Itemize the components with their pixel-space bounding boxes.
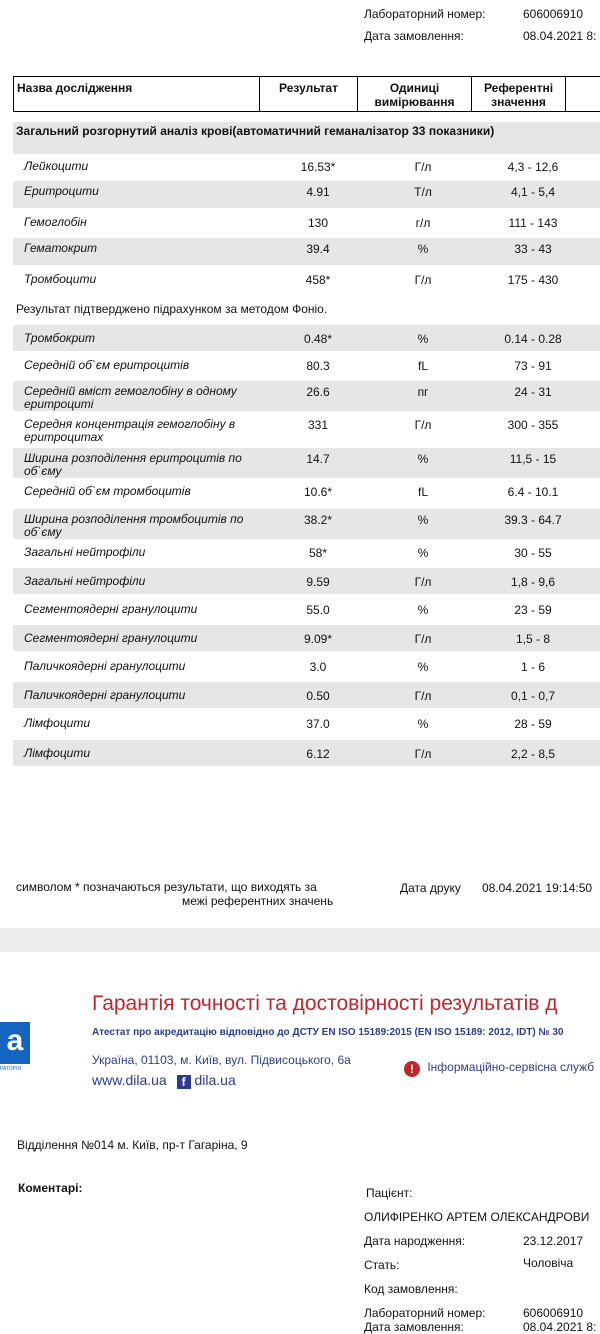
cell-unit: Г/л: [414, 689, 432, 703]
cell-unit: Г/л: [414, 575, 432, 589]
print-date-value: 08.04.2021 19:14:50: [482, 881, 593, 895]
table-row: [13, 181, 600, 208]
order-date-label: Дата замовлення:: [364, 29, 464, 43]
cell-reference: 30 - 55: [514, 546, 552, 560]
col-name-header: Назва дослідження: [14, 77, 260, 111]
footnote-line1: символом * позначаються результати, що виходять за: [16, 880, 317, 894]
cell-result: 26.6: [306, 385, 330, 399]
cell-unit: fL: [417, 359, 428, 373]
table-row: [13, 682, 600, 708]
col-ref-header: Референтні значення: [472, 77, 566, 111]
cell-name: Еритроцити: [24, 184, 99, 198]
col-result-header: Результат: [260, 77, 358, 111]
birth-label: Дата народження:: [364, 1234, 466, 1248]
cell-result: 14.7: [306, 452, 330, 466]
cell-unit: Г/л: [414, 160, 432, 174]
facebook-icon: f: [177, 1075, 191, 1089]
cell-result: 6.12: [306, 747, 330, 761]
cell-name: Ширина розподілення еритроцитів по об`єму: [24, 451, 242, 478]
cell-reference: 0.14 - 0.28: [504, 332, 562, 346]
info-icon: !: [404, 1061, 420, 1077]
cell-name: Сегментоядерні гранулоцити: [24, 631, 198, 645]
cell-result: 38.2*: [303, 513, 333, 527]
cell-result: 4.91: [306, 185, 330, 199]
cell-name: Тромбоцити: [24, 272, 97, 286]
cell-unit: %: [417, 513, 429, 527]
sex-label: Стать:: [364, 1258, 400, 1272]
cell-reference: 6.4 - 10.1: [507, 485, 559, 499]
cell-name: Сегментоядерні гранулоцити: [24, 602, 198, 616]
cell-name: Лімфоцити: [24, 716, 91, 730]
cell-unit: Г/л: [414, 632, 432, 646]
fonio-note: Результат підтверджено підрахунком за методом Фоніо.: [16, 302, 328, 316]
order-code-label: Код замовлення:: [364, 1282, 458, 1296]
cell-result: 458*: [305, 273, 331, 287]
cell-name: Паличкоядерні гранулоцити: [24, 688, 186, 702]
table-row: [13, 480, 600, 502]
col-units-header: Одиниці вимірювання: [358, 77, 472, 111]
info-service-text: Інформаційно-сервісна служб: [427, 1060, 595, 1074]
cell-result: 0.48*: [303, 332, 333, 346]
dila-logo-caption: РАТОРІЯ: [0, 1066, 21, 1072]
print-date-label: Дата друку: [400, 881, 461, 895]
table-row: [13, 654, 600, 678]
patient-order-date-label: Дата замовлення:: [364, 1320, 464, 1334]
table-row: [13, 597, 600, 621]
cell-unit: пг: [417, 385, 429, 399]
cell-unit: %: [417, 452, 429, 466]
cell-result: 9.09*: [303, 632, 333, 646]
cell-reference: 24 - 31: [514, 385, 552, 399]
cell-reference: 1,8 - 9,6: [510, 575, 556, 589]
table-row: [13, 509, 600, 539]
cell-reference: 175 - 430: [507, 273, 559, 287]
comments-label: Коментарі:: [18, 1181, 83, 1195]
cell-reference: 39.3 - 64.7: [504, 513, 562, 527]
cell-reference: 111 - 143: [508, 216, 558, 230]
dila-logo: а: [0, 1022, 30, 1064]
cell-unit: Г/л: [414, 273, 432, 287]
cell-reference: 300 - 355: [507, 418, 559, 432]
cell-name: Гемоглобін: [24, 215, 87, 229]
cell-unit: %: [417, 603, 429, 617]
section-title: Загальний розгорнутий аналіз крові(автоматичний геманалізатор 33 показники): [13, 122, 600, 154]
patient-lab-number-label: Лабораторний номер:: [364, 1306, 486, 1320]
table-row: [13, 353, 600, 377]
cell-unit: %: [417, 332, 429, 346]
branch-address: Відділення №014 м. Київ, пр-т Гагаріна, 9: [17, 1138, 248, 1152]
table-row: [13, 238, 600, 265]
cell-name: Середній вміст гемоглобіну в одному еритроциті: [24, 384, 237, 411]
cell-unit: Т/л: [414, 185, 432, 199]
cell-reference: 4,1 - 5,4: [510, 185, 556, 199]
table-row: [13, 540, 600, 564]
cell-reference: 73 - 91: [514, 359, 552, 373]
cell-unit: %: [417, 660, 429, 674]
results-table-header: [13, 76, 600, 112]
page-divider: [0, 928, 600, 952]
cell-name: Середня концентрація гемоглобіну в еритроцитах: [24, 417, 236, 444]
cell-name: Паличкоядерні гранулоцити: [24, 659, 186, 673]
cell-reference: 33 - 43: [514, 242, 552, 256]
table-row: [13, 414, 600, 444]
facebook-link[interactable]: dila.ua: [194, 1072, 236, 1088]
cell-result: 80.3: [306, 359, 330, 373]
table-row: [13, 568, 600, 594]
cell-result: 39.4: [306, 242, 330, 256]
cell-result: 3.0: [309, 660, 327, 674]
order-date-value: 08.04.2021 8:: [523, 29, 597, 43]
cell-result: 331: [307, 418, 329, 432]
cell-result: 9.59: [306, 575, 330, 589]
accreditation-text: Атестат про акредитацію відповідно до ДСТУ EN ISO 15189:2015 (EN ISO 15189: 2012, IDT) № 30: [92, 1027, 564, 1038]
patient-label: Пацієнт:: [366, 1186, 413, 1200]
cell-name: Гематокрит: [24, 241, 97, 255]
table-row: [13, 381, 600, 411]
cell-reference: 28 - 59: [514, 717, 552, 731]
website-row: [92, 1072, 236, 1089]
cell-unit: %: [417, 717, 429, 731]
cell-result: 55.0: [306, 603, 330, 617]
cell-unit: fL: [417, 485, 428, 499]
table-row: [13, 210, 600, 234]
sex-value: Чоловіча: [523, 1256, 574, 1270]
cell-name: Тромбокрит: [24, 331, 95, 345]
cell-result: 58*: [308, 546, 328, 560]
cell-reference: 1,5 - 8: [515, 632, 551, 646]
cell-unit: %: [417, 546, 429, 560]
patient-lab-number-value: 606006910: [523, 1306, 584, 1320]
lab-address: Україна, 01103, м. Київ, вул. Підвисоцького, 6а: [92, 1053, 351, 1067]
birth-value: 23.12.2017: [523, 1234, 584, 1248]
cell-result: 0.50: [306, 689, 330, 703]
cell-result: 10.6*: [303, 485, 333, 499]
table-row: [13, 267, 600, 291]
cell-reference: 2,2 - 8,5: [510, 747, 556, 761]
cell-name: Лімфоцити: [24, 746, 91, 760]
patient-name: ОЛИФІРЕНКО АРТЕМ ОЛЕКСАНДРОВИ: [364, 1210, 590, 1224]
table-row: [13, 325, 600, 351]
lab-number-value: 606006910: [523, 7, 584, 21]
lab-number-label: Лабораторний номер:: [364, 7, 486, 21]
cell-unit: г/л: [415, 216, 431, 230]
cell-reference: 4,3 - 12,6: [507, 160, 559, 174]
cell-reference: 1 - 6: [520, 660, 545, 674]
cell-name: Середній об`єм тромбоцитів: [24, 484, 191, 498]
cell-result: 37.0: [306, 717, 330, 731]
cell-name: Загальні нейтрофіли: [24, 574, 146, 588]
info-service: [404, 1060, 594, 1077]
patient-order-date-value: 08.04.2021 8:: [523, 1320, 597, 1334]
website-link[interactable]: www.dila.ua: [92, 1072, 167, 1088]
cell-reference: 0,1 - 0,7: [510, 689, 556, 703]
cell-reference: 11,5 - 15: [509, 452, 557, 466]
cell-result: 130: [307, 216, 329, 230]
table-row: [13, 625, 600, 651]
cell-unit: %: [417, 242, 429, 256]
cell-unit: Г/л: [414, 747, 432, 761]
table-row: [13, 711, 600, 735]
cell-name: Ширина розподілення тромбоцитів по об`єму: [24, 512, 244, 539]
footnote-line2: межі референтних значень: [182, 894, 334, 908]
table-row: [13, 740, 600, 766]
cell-name: Середній об`єм еритроцитів: [24, 358, 190, 372]
guarantee-title: Гарантія точності та достовірності результатів д: [92, 992, 558, 1015]
cell-result: 16.53*: [300, 160, 336, 174]
cell-name: Загальні нейтрофіли: [24, 545, 146, 559]
cell-unit: Г/л: [414, 418, 432, 432]
table-row: [13, 448, 600, 478]
table-row: [13, 154, 600, 178]
cell-name: Лейкоцити: [24, 159, 89, 173]
cell-reference: 23 - 59: [514, 603, 552, 617]
